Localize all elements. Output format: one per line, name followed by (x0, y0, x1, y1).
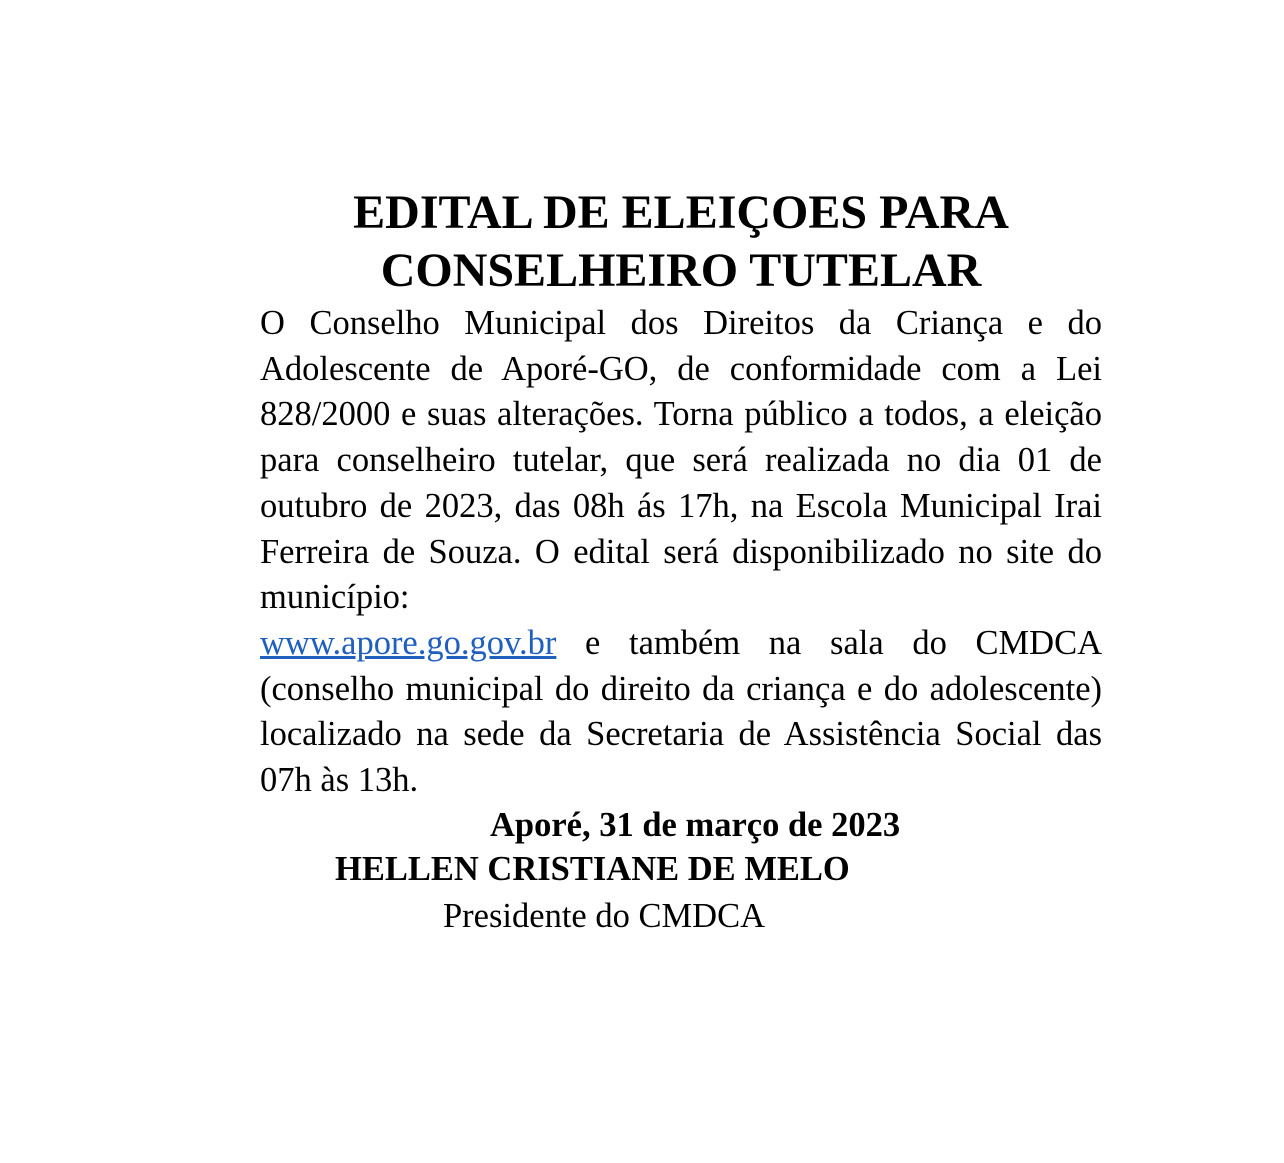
document-title (260, 184, 1102, 300)
title-line-1: EDITAL DE ELEIÇOES PARA (353, 186, 1009, 239)
title-line-2: CONSELHEIRO TUTELAR (380, 244, 982, 297)
municipality-website-link[interactable]: www.apore.go.gov.br (260, 623, 557, 662)
body-text-after-link: e também na sala do CMDCA (conselho municipal do direito da criança e do adolescente) localizado na sede da Secretaria de Assistência Social das 07h às 13h. (260, 623, 1103, 800)
edital-document (260, 184, 1102, 804)
signature-role: Presidente do CMDCA (443, 897, 765, 935)
signature-date: Aporé, 31 de março de 2023 (490, 806, 901, 844)
announcement-body (260, 301, 1102, 804)
body-text-before-link: O Conselho Municipal dos Direitos da Criança e do Adolescente de Aporé-GO, de conformidade com a Lei 828/2000 e suas alterações. Torna público a todos, a eleição para conselheiro tutelar, que será realizada no dia 01 de outubro de 2023, das 08h ás 17h, na Escola Municipal Irai Ferreira de Souza. O edital será disponibilizado no site do município: (260, 304, 1102, 617)
signature-name: HELLEN CRISTIANE DE MELO (335, 850, 850, 888)
